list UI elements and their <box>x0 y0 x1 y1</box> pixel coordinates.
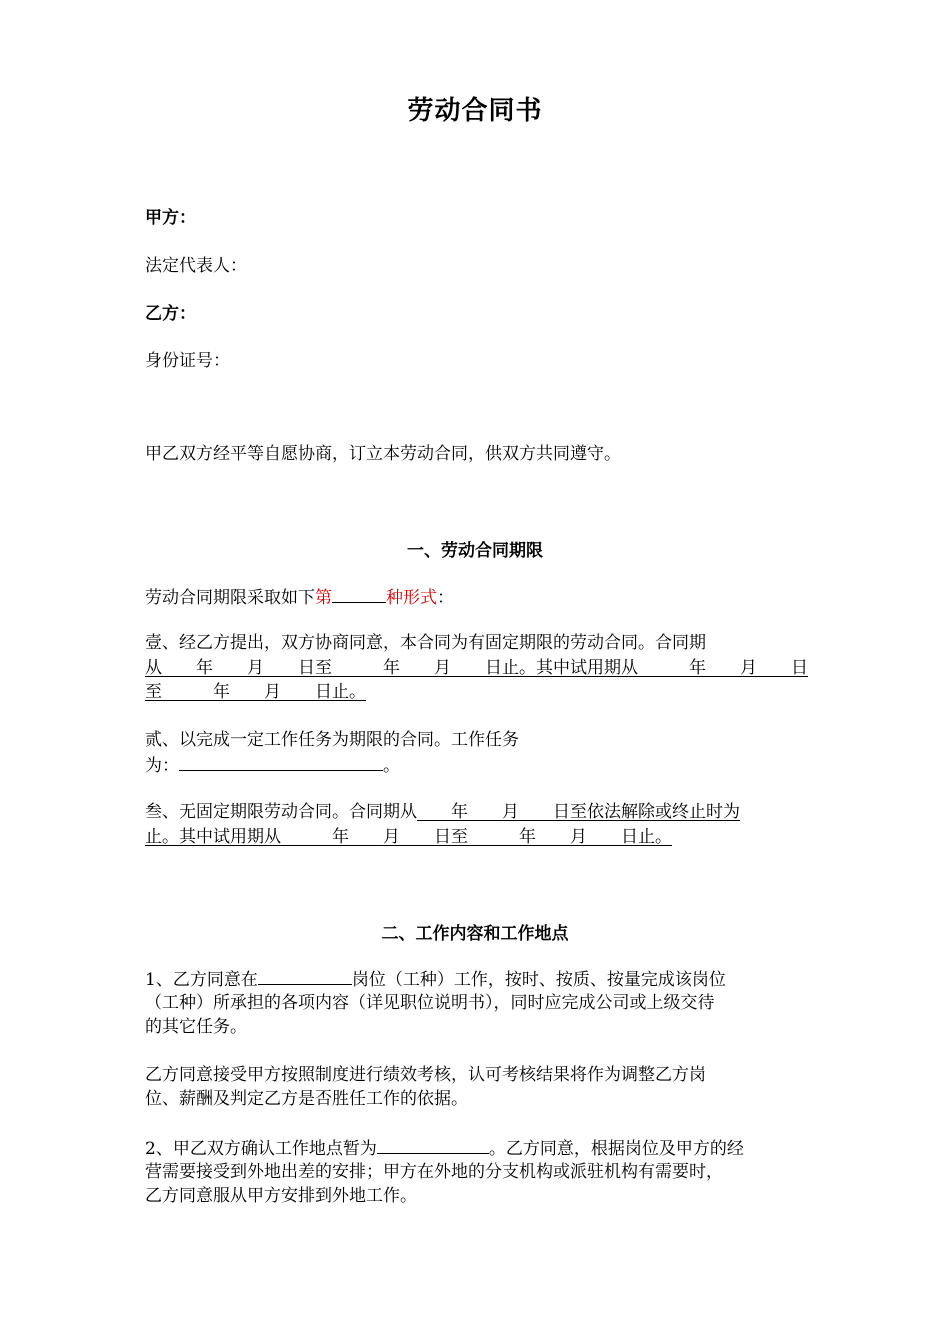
preamble: 甲乙双方经平等自愿协商，订立本劳动合同，供双方共同遵守。 <box>145 444 621 464</box>
s2-p3-line3: 乙方同意服从甲方安排到外地工作。 <box>145 1186 417 1206</box>
section1-heading: 一、劳动合同期限 <box>407 541 543 561</box>
s2-p3-line2: 营需要接受到外地出差的安排；甲方在外地的分支机构或派驻机构有需要时， <box>145 1162 723 1182</box>
intro-red-prefix: 第 <box>315 588 332 608</box>
item1-line2: 从 年 月 日至 年 月 日止。其中试用期从 年 月 日 <box>145 658 808 678</box>
position-blank[interactable] <box>258 966 352 985</box>
section2-heading: 二、工作内容和工作地点 <box>381 924 569 944</box>
form-number-blank[interactable] <box>332 584 386 603</box>
s2-p3-line1 <box>145 1135 744 1161</box>
party-a-label: 甲方： <box>145 208 196 228</box>
s2-p1-line2: （工种）所承担的各项内容（详见职位说明书），同时应完成公司或上级交待 <box>145 993 715 1013</box>
s2-p3-text-after: 。乙方同意，根据岗位及甲方的经 <box>488 1139 744 1159</box>
item3-line2: 止。其中试用期从 年 月 日至 年 月 日止。 <box>145 827 672 847</box>
work-task-blank[interactable] <box>179 752 383 771</box>
party-b-label: 乙方： <box>145 304 196 324</box>
item3-line1 <box>145 800 740 824</box>
intro-colon: ： <box>437 588 454 608</box>
item2-label: 为： <box>145 756 179 776</box>
intro-red-suffix: 种形式 <box>386 588 437 608</box>
item1-line1: 壹、经乙方提出，双方协商同意，本合同为有固定期限的劳动合同。合同期 <box>145 633 706 653</box>
s2-p1-line1 <box>145 966 726 992</box>
item1-line3: 至 年 月 日止。 <box>145 682 366 702</box>
s2-p1-line3: 的其它任务。 <box>145 1017 247 1037</box>
s2-p2-line2: 位、薪酬及判定乙方是否胜任工作的依据。 <box>145 1089 468 1109</box>
s2-p1-text: 1、乙方同意在 <box>145 970 258 990</box>
document-title: 劳动合同书 <box>407 96 543 126</box>
item3-underlined: 年 月 日至依法解除或终止时为 <box>417 802 740 822</box>
legal-rep-label: 法定代表人： <box>145 256 247 276</box>
s2-p2-line1: 乙方同意接受甲方按照制度进行绩效考核，认可考核结果将作为调整乙方岗 <box>145 1065 706 1085</box>
s2-p1-text-after: 岗位（工种）工作，按时、按质、按量完成该岗位 <box>351 970 726 990</box>
work-location-blank[interactable] <box>377 1135 489 1154</box>
intro-text: 劳动合同期限采取如下 <box>145 588 315 608</box>
section1-intro <box>145 584 454 610</box>
item2-period: 。 <box>383 756 400 776</box>
id-number-label: 身份证号： <box>145 351 230 371</box>
s2-p3-text: 2、甲乙双方确认工作地点暂为 <box>145 1139 377 1159</box>
item3-text: 叁、无固定期限劳动合同。合同期从 <box>145 802 417 822</box>
item2-line2 <box>145 752 400 778</box>
item2-line1: 贰、以完成一定工作任务为期限的合同。工作任务 <box>145 730 519 750</box>
